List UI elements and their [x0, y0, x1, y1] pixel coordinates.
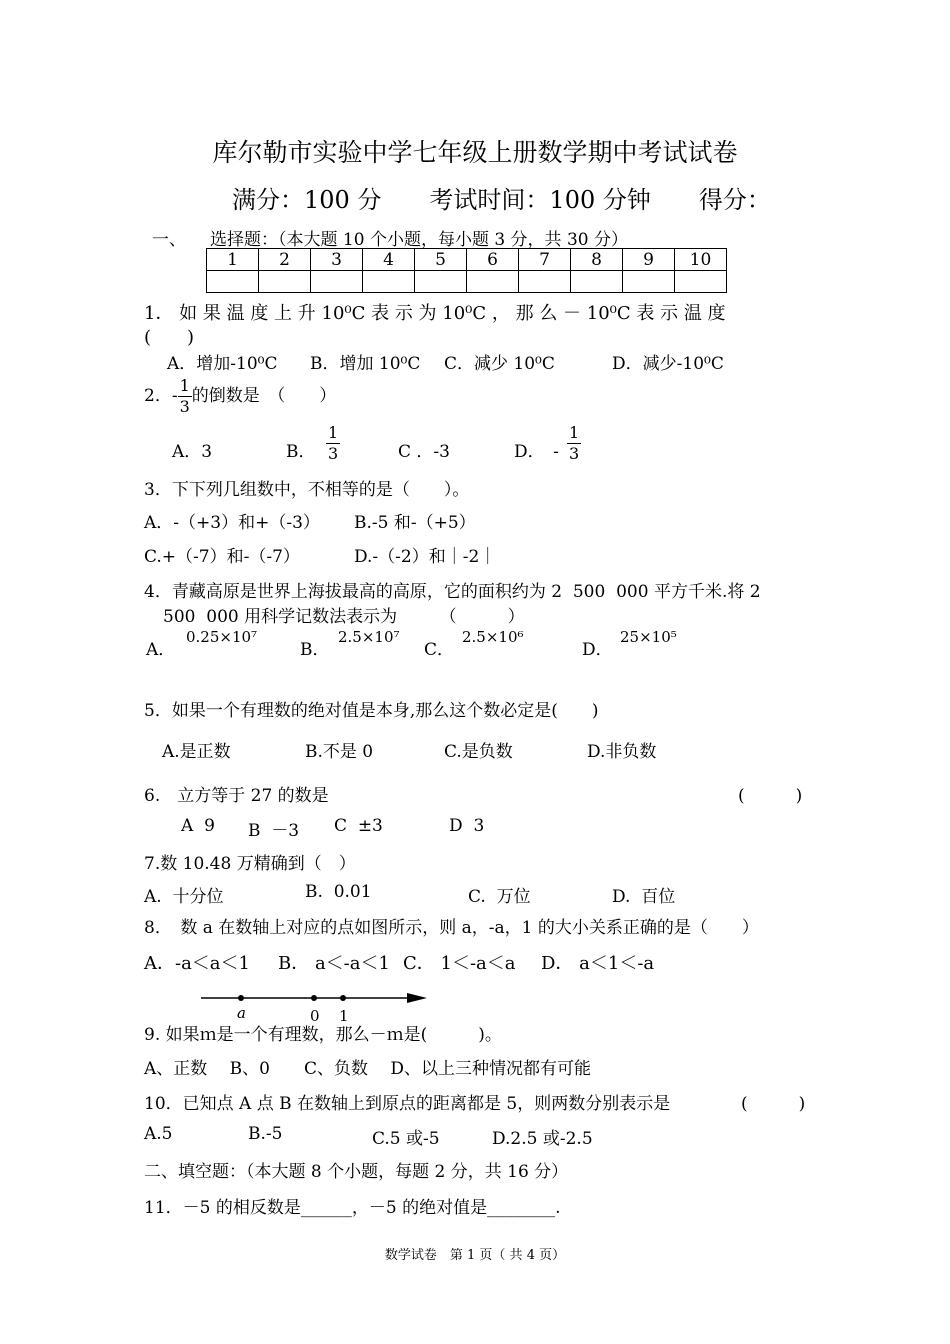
answer-table-number: 6 [467, 249, 519, 271]
q2-option-d-label: D． - [514, 442, 559, 462]
q4-option-c-label: C． [424, 640, 455, 660]
q7-option-a: A. 十分位 [144, 887, 224, 907]
q4-option-a-expr: 0.25×10⁷ [186, 628, 258, 646]
answer-cell[interactable] [467, 271, 519, 293]
q3-option-d: D.-（-2）和｜-2｜ [354, 547, 497, 567]
answer-table-header-row [207, 249, 727, 271]
q10-option-d: D.2.5 或-2.5 [492, 1129, 593, 1149]
q6-option-a: A 9 [181, 816, 215, 836]
q1-option-c: C．减少 10⁰C [444, 354, 555, 374]
fraction-denominator: 3 [179, 397, 190, 416]
q5-option-a: A.是正数 [162, 742, 231, 762]
q10-option-b: B.-5 [248, 1124, 283, 1144]
answer-table-number: 8 [571, 249, 623, 271]
q10-stem: 10．已知点 A 点 B 在数轴上到原点的距离都是 5，则两数分别表示是 [144, 1094, 671, 1114]
q2-stem [144, 378, 336, 415]
answer-cell[interactable] [623, 271, 675, 293]
q4-option-c-expr: 2.5×10⁶ [462, 628, 524, 646]
q2-option-d-fraction [567, 425, 581, 462]
q1-stem: 1． 如 果 温 度 上 升 10⁰C 表 示 为 10⁰C ， 那 么 － 10⁰C 表 示 温 度 [144, 303, 726, 324]
q4-option-b-label: B． [300, 640, 330, 660]
q5-option-c: C.是负数 [444, 742, 513, 762]
q8-stem: 8． 数 a 在数轴上对应的点如图所示，则 a，-a，1 的大小关系正确的是（ ） [144, 918, 759, 938]
q4-option-b-expr: 2.5×10⁷ [338, 628, 400, 646]
q10-option-a: A.5 [144, 1124, 173, 1144]
q3-option-a: A．-（+3）和+（-3） [144, 513, 320, 533]
q4-option-a-label: A． [146, 640, 176, 660]
exam-title: 库尔勒市实验中学七年级上册数学期中考试试卷 [212, 138, 738, 167]
arrow-right-icon [407, 993, 427, 1003]
q5-option-d: D.非负数 [587, 742, 657, 762]
q5-stem: 5．如果一个有理数的绝对值是本身,那么这个数必定是( ) [144, 701, 599, 721]
q3-option-b: B.-5 和-（+5） [354, 513, 476, 533]
q8-option-d: D． a＜1＜-a [541, 953, 655, 974]
exam-subtitle: 满分：100 分 考试时间：100 分钟 得分： [232, 186, 771, 214]
q6-option-c: C ±3 [334, 816, 383, 836]
q2-number: 2． [144, 386, 172, 406]
q2-tail: 的倒数是 （ ） [191, 386, 337, 406]
section1-heading: 选择题：（本大题 10 个小题，每小题 3 分，共 30 分） [210, 230, 629, 250]
q6-option-d: D 3 [449, 816, 485, 836]
answer-cell[interactable] [363, 271, 415, 293]
answer-table-number: 9 [623, 249, 675, 271]
number-line-point-a [238, 995, 244, 1001]
number-line-label-zero: 0 [310, 1007, 320, 1025]
fraction-numerator: 1 [328, 423, 339, 442]
answer-cell[interactable] [675, 271, 727, 293]
q10-answer-paren: ( ) [741, 1094, 806, 1114]
answer-table-number: 3 [311, 249, 363, 271]
q6-stem: 6. 立方等于 27 的数是 [144, 786, 329, 806]
answer-table-number: 7 [519, 249, 571, 271]
q10-option-c: C.5 或-5 [372, 1129, 440, 1149]
section1-index: 一、 [152, 230, 186, 250]
answer-cell[interactable] [571, 271, 623, 293]
q1-option-a: A．增加-10⁰C [167, 354, 278, 374]
q2-option-b-fraction [326, 425, 340, 462]
q4-option-d-expr: 25×10⁵ [620, 628, 677, 646]
q5-option-b: B.不是 0 [305, 742, 374, 762]
number-line-label-a: a [237, 1004, 246, 1022]
q3-stem: 3．下下列几组数中，不相等的是（ ）。 [144, 480, 470, 500]
q2-option-c: C ．-3 [398, 442, 450, 462]
fraction-denominator: 3 [328, 444, 339, 463]
fraction-denominator: 3 [569, 444, 580, 463]
q2-fraction [178, 378, 192, 415]
answer-cell[interactable] [311, 271, 363, 293]
q9-options: A、正数 B、0 C、负数 D、以上三种情况都有可能 [144, 1059, 592, 1079]
answer-table [206, 248, 727, 293]
q1-option-b: B．增加 10⁰C [310, 354, 421, 374]
q7-stem: 7.数 10.48 万精确到（ ） [144, 854, 356, 874]
page-footer: 数学试卷 第 1 页（ 共 4 页） [384, 1248, 566, 1263]
number-line-point-zero [311, 995, 317, 1001]
q6-option-b: B －3 [248, 821, 300, 841]
answer-table-number: 10 [675, 249, 727, 271]
answer-table-blank-row [207, 271, 727, 293]
q4-option-d-label: D． [582, 640, 613, 660]
q4-line1: 4．青藏高原是世界上海拔最高的高原，它的面积约为 2 500 000 平方千米.将 2 [144, 582, 761, 602]
answer-table-number: 1 [207, 249, 259, 271]
section2-heading: 二、填空题：（本大题 8 个小题，每题 2 分，共 16 分） [144, 1162, 569, 1182]
q1-answer-paren: ( ) [144, 327, 195, 348]
q11-stem: 11．－5 的相反数是______，－5 的绝对值是________. [144, 1198, 561, 1218]
q7-option-d: D. 百位 [612, 887, 676, 907]
fraction-numerator: 1 [569, 423, 580, 442]
answer-cell[interactable] [207, 271, 259, 293]
answer-table-number: 5 [415, 249, 467, 271]
q1-option-d: D．减少-10⁰C [612, 354, 724, 374]
q9-stem: 9. 如果ｍ是一个有理数，那么－ｍ是( )。 [144, 1025, 502, 1045]
q4-line2: 500 000 用科学记数法表示为 （ ） [163, 607, 525, 627]
number-line-point-one [340, 995, 346, 1001]
answer-cell[interactable] [259, 271, 311, 293]
answer-cell[interactable] [519, 271, 571, 293]
fraction-numerator: 1 [179, 376, 190, 395]
number-line-label-one: 1 [339, 1007, 349, 1025]
q2-option-b-label: B． [286, 442, 316, 462]
q6-answer-paren: ( ) [738, 786, 803, 806]
q3-option-c: C.+（-7）和-（-7） [144, 547, 300, 567]
q7-option-b: B. 0.01 [305, 882, 372, 902]
answer-table-number: 2 [259, 249, 311, 271]
q8-option-c: C． 1＜-a＜a [403, 953, 516, 974]
q2-option-a: A．3 [172, 442, 213, 462]
q2-minus: - [171, 386, 178, 406]
q8-option-a: A．-a＜a＜1 [144, 953, 250, 974]
q8-option-b: B． a＜-a＜1 [278, 953, 390, 974]
q7-option-c: C. 万位 [468, 887, 531, 907]
answer-table-number: 4 [363, 249, 415, 271]
answer-cell[interactable] [415, 271, 467, 293]
